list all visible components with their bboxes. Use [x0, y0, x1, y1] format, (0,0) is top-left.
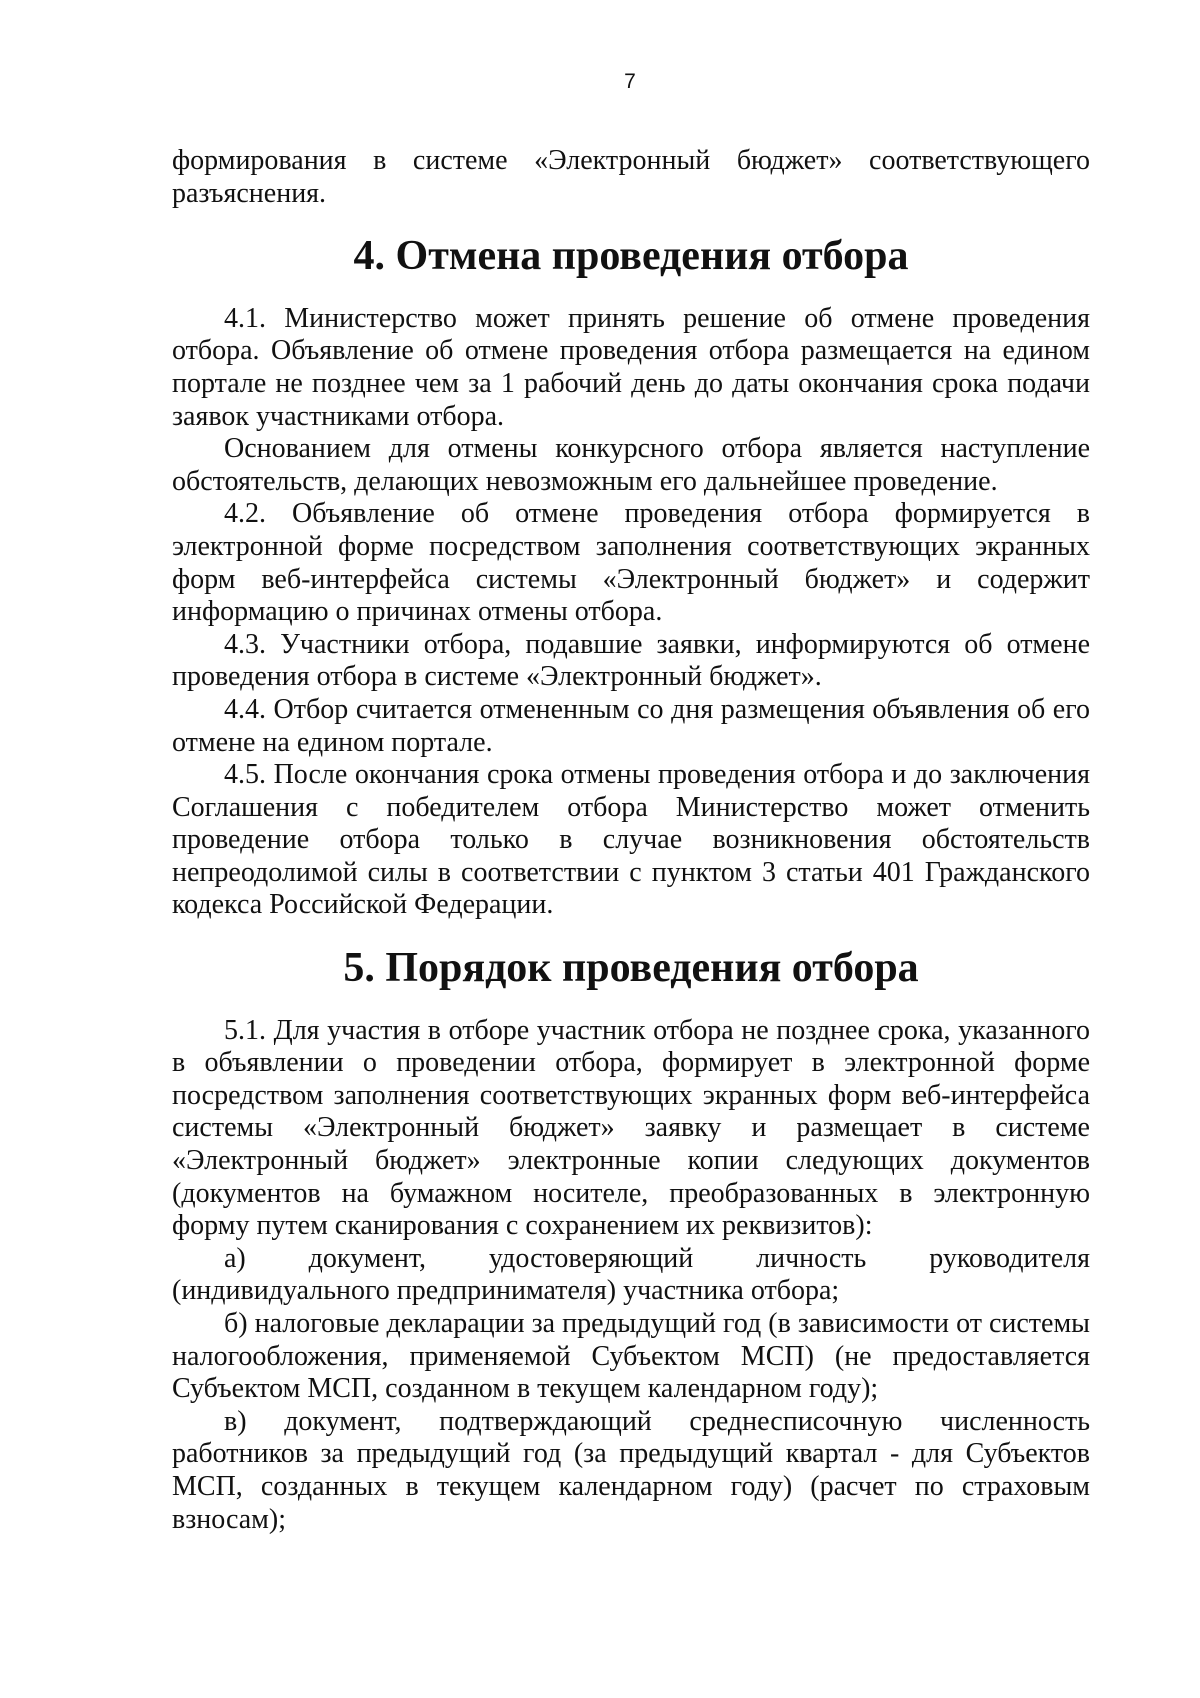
list-item: б) налоговые декларации за предыдущий год (в зависимости от системы налогообложения, применяемой Субъектом МСП) (не предоставляется Субъектом МСП, созданном в текущем календарном году);	[172, 1308, 1090, 1405]
paragraph: 4.1. Министерство может принять решение об отмене проведения отбора. Объявление об отмене проведения отбора размещается на едином портале не позднее чем за 1 рабочий день до даты окончания срока подачи заявок участниками отбора.	[172, 302, 1090, 432]
list-item: в) документ, подтверждающий среднесписочную численность работников за предыдущий год (за предыдущий квартал - для Субъектов МСП, созданных в текущем календарном году) (расчет по страховым взносам);	[172, 1405, 1090, 1535]
page-number: 7	[624, 70, 636, 93]
paragraph: 4.5. После окончания срока отмены проведения отбора и до заключения Соглашения с победителем отбора Министерство может отменить проведение отбора только в случае возникновения обстоятельств непреодолимой силы в соответствии с пунктом 3 статьи 401 Гражданского кодекса Российской Федерации.	[172, 759, 1090, 921]
section-heading-4: 4. Отмена проведения отбора	[353, 233, 909, 280]
paragraph: 4.4. Отбор считается отмененным со дня размещения объявления об его отмене на едином портале.	[172, 693, 1090, 758]
document-body	[172, 145, 1090, 1536]
paragraph: 4.2. Объявление об отмене проведения отбора формируется в электронной форме посредством заполнения соответствующих экранных форм веб-интерфейса системы «Электронный бюджет» и содержит информацию о причинах отмены отбора.	[172, 498, 1090, 628]
paragraph: 4.3. Участники отбора, подавшие заявки, информируются об отмене проведения отбора в системе «Электронный бюджет».	[172, 628, 1090, 693]
paragraph: 5.1. Для участия в отборе участник отбора не позднее срока, указанного в объявлении о проведении отбора, формирует в электронной форме посредством заполнения соответствующих экранных форм веб-интерфейса системы «Электронный бюджет» заявку и размещает в системе «Электронный бюджет» электронные копии следующих документов (документов на бумажном носителе, преобразованных в электронную форму путем сканирования с сохранением их реквизитов):	[172, 1014, 1090, 1242]
paragraph: Основанием для отмены конкурсного отбора является наступление обстоятельств, делающих невозможным его дальнейшее проведение.	[172, 433, 1090, 497]
section-heading-5: 5. Порядок проведения отбора	[343, 945, 919, 992]
list-item: а) документ, удостоверяющий личность руководителя (индивидуального предпринимателя) участника отбора;	[172, 1242, 1090, 1307]
paragraph: формирования в системе «Электронный бюджет» соответствующего разъяснения.	[172, 145, 1090, 209]
